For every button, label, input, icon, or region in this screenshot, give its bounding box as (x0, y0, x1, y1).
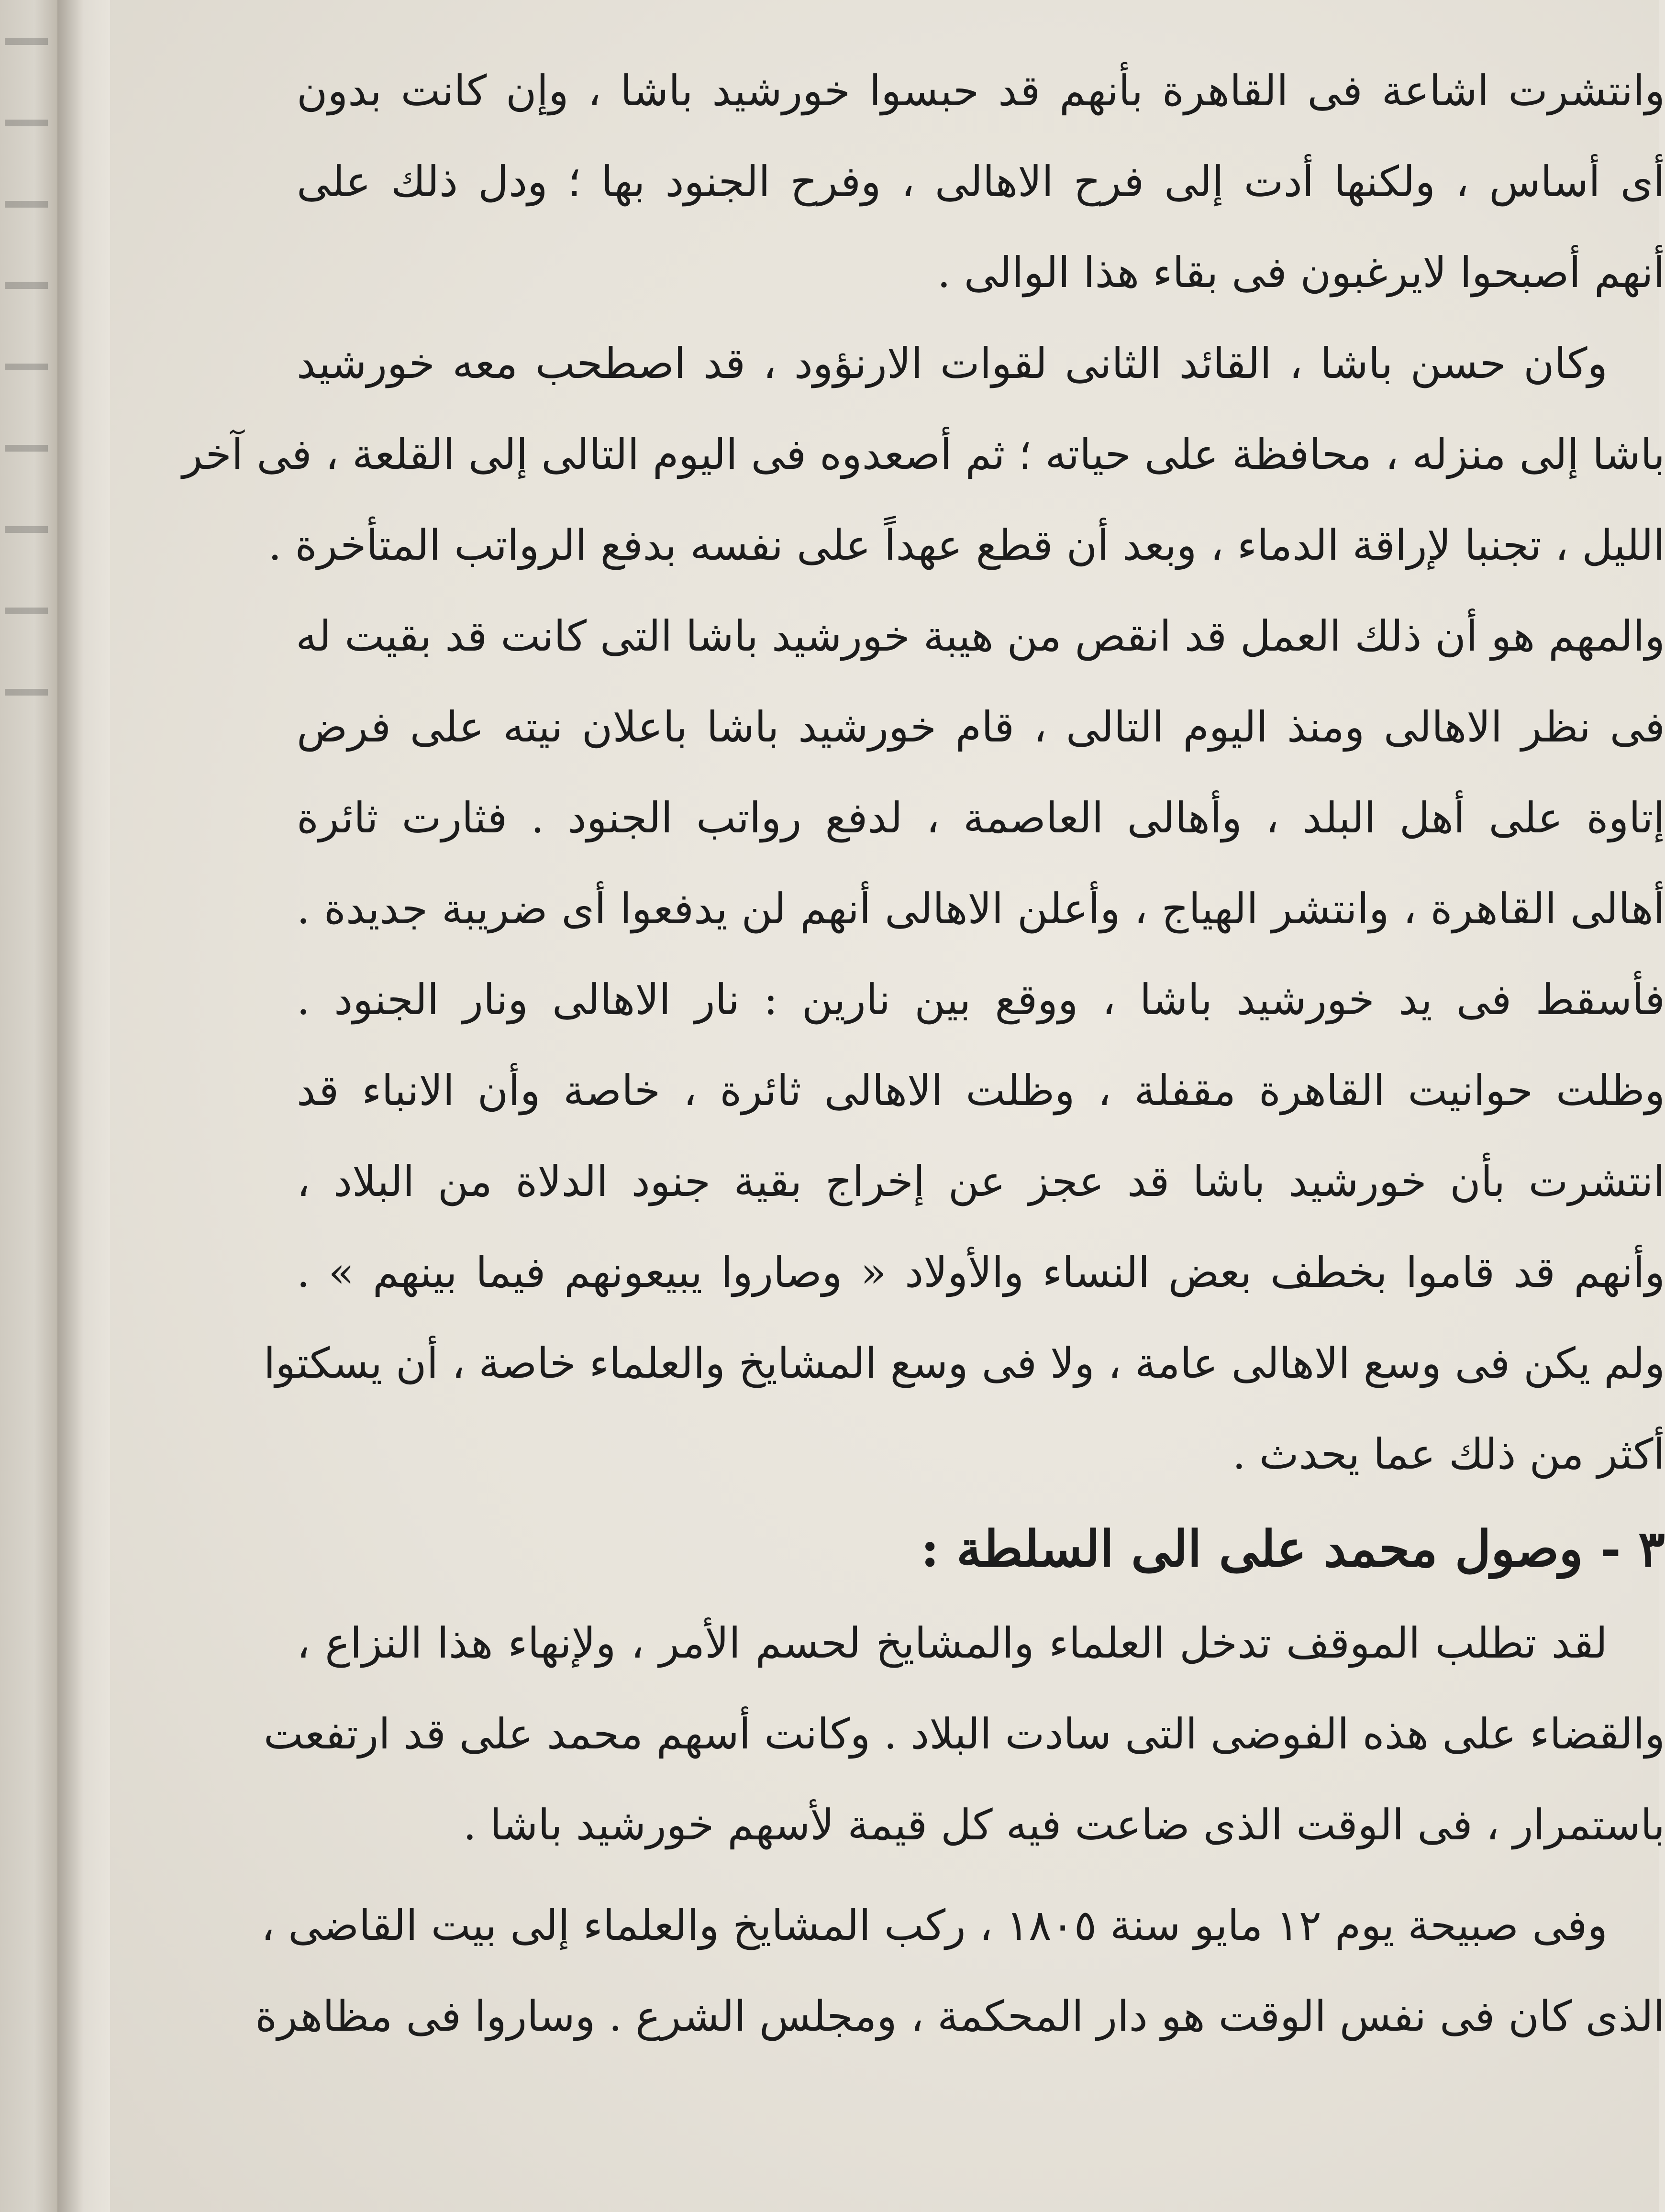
text-line: وانتشرت اشاعة فى القاهرة بأنهم قد حبسوا خورشيد باشا ، وإن كانت بدون (297, 66, 1665, 115)
previous-page-text-fragment (5, 38, 48, 756)
section-heading (297, 1500, 1665, 1598)
text-line: وظلت حوانيت القاهرة مقفلة ، وظلت الاهالى ثائرة ، خاصة وأن الانباء قد (297, 1066, 1665, 1115)
text-line: فى نظر الاهالى ومنذ اليوم التالى ، قام خورشيد باشا باعلان نيته على فرض (297, 702, 1665, 752)
paragraph-5 (255, 1880, 1665, 2062)
text-line: أنهم أصبحوا لايرغبون فى بقاء هذا الوالى . (937, 248, 1665, 297)
text-line: أى أساس ، ولكنها أدت إلى فرح الاهالى ، وفرح الجنود بها ؛ ودل ذلك على (297, 157, 1665, 206)
text-line: إتاوة على أهل البلد ، وأهالى العاصمة ، لدفع رواتب الجنود . فثارت ثائرة (297, 793, 1665, 842)
text-line: باستمرار ، فى الوقت الذى ضاعت فيه كل قيمة لأسهم خورشيد باشا . (463, 1800, 1665, 1849)
text-line: باشا إلى منزله ، محافظة على حياته ؛ ثم أصعدوه فى اليوم التالى إلى القلعة ، فى آخر (182, 430, 1665, 479)
text-line: لقد تطلب الموقف تدخل العلماء والمشايخ لحسم الأمر ، ولإنهاء هذا النزاع ، (297, 1618, 1608, 1668)
paragraph-4 (263, 1598, 1665, 1870)
text-line: وفى صبيحة يوم ١٢ مايو سنة ١٨٠٥ ، ركب المشايخ والعلماء إلى بيت القاضى ، (261, 1901, 1608, 1950)
paragraph-1 (297, 45, 1665, 318)
text-line: أكثر من ذلك عما يحدث . (1232, 1429, 1665, 1479)
text-line: انتشرت بأن خورشيد باشا قد عجز عن إخراج بقية جنود الدلاة من البلاد ، (297, 1157, 1665, 1206)
book-gutter (57, 0, 110, 2212)
text-line: ولم يكن فى وسع الاهالى عامة ، ولا فى وسع المشايخ والعلماء خاصة ، أن يسكتوا (263, 1338, 1665, 1388)
text-line: أهالى القاهرة ، وانتشر الهياج ، وأعلن الاهالى أنهم لن يدفعوا أى ضريبة جديدة . (297, 884, 1665, 933)
text-line: وكان حسن باشا ، القائد الثانى لقوات الارنؤود ، قد اصطحب معه خورشيد (297, 339, 1608, 388)
text-line: فأسقط فى يد خورشيد باشا ، ووقع بين نارين : نار الاهالى ونار الجنود . (297, 975, 1665, 1024)
text-line: الليل ، تجنبا لإراقة الدماء ، وبعد أن قطع عهداً على نفسه بدفع الرواتب المتأخرة . (268, 520, 1665, 570)
paragraph-3 (263, 591, 1665, 1500)
text-line: الذى كان فى نفس الوقت هو دار المحكمة ، ومجلس الشرع . وساروا فى مظاهرة (255, 1991, 1665, 2041)
page-text (182, 45, 1665, 2062)
text-line: والقضاء على هذه الفوضى التى سادت البلاد . وكانت أسهم محمد على قد ارتفعت (263, 1709, 1665, 1759)
paragraph-2 (182, 318, 1665, 591)
book-page (110, 0, 1665, 2212)
previous-page-edge (0, 0, 57, 2212)
text-line: وأنهم قد قاموا بخطف بعض النساء والأولاد « وصاروا يبيعونهم فيما بينهم » . (297, 1248, 1665, 1297)
heading-text: ٣ - وصول محمد على الى السلطة : (921, 1519, 1665, 1578)
text-line: والمهم هو أن ذلك العمل قد انقص من هيبة خورشيد باشا التى كانت قد بقيت له (296, 611, 1665, 661)
